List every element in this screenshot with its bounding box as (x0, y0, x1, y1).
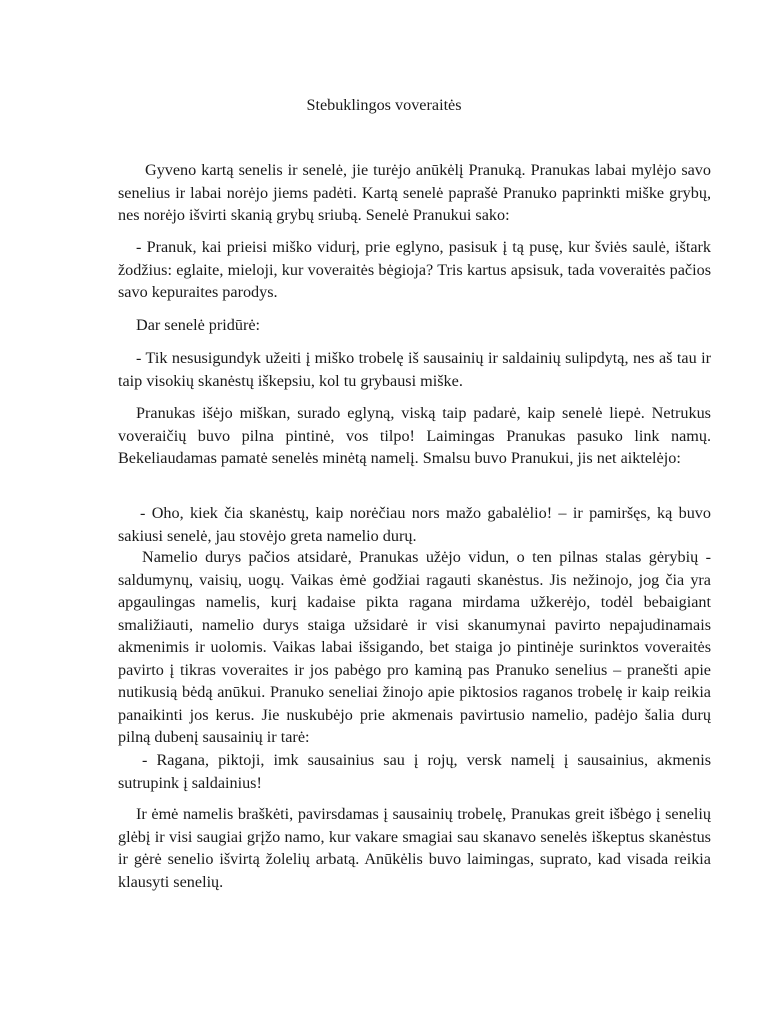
paragraph-1: Gyveno kartą senelis ir senelė, jie turėjo anūkėlį Pranuką. Pranukas labai mylėjo savo senelius ir labai norėjo jiems padėti. Kartą senelė paprašė Pranuko paprinkti miške grybų, nes norėjo išvirti skanią grybų sriubą. Senelė Pranukui sako: (118, 161, 711, 224)
paragraph-3: Dar senelė pridūrė: (136, 316, 261, 334)
paragraph-4-dialogue: - Tik nesusigundyk užeiti į miško trobelę iš sausainių ir saldainių sulipdytą, nes aš tau ir taip visokių skanėstų iškepsiu, kol tu grybausi miške. (118, 349, 711, 390)
paragraph-2-dialogue: - Pranuk, kai prieisi miško vidurį, prie eglyno, pasisuk į tą pusę, kur šviės saulė, ištark žodžius: eglaite, mieloji, kur voveraitės bėgioja? Tris kartus apsisuk, tada voveraitės pačios savo kepuraites parodys. (118, 238, 711, 301)
paragraph-7: Namelio durys pačios atsidarė, Pranukas užėjo vidun, o ten pilnas stalas gėrybių - saldumynų, vaisių, uogų. Vaikas ėmė godžiai ragauti skanėstus. Jis nežinojo, jog čia yra apgaulingas namelis, kurį kadaise pikta ragana mirdama užkerėjo, todėl bebaigiant smaližiauti, namelio durys staiga užsidarė ir visi skanumynai pavirto nepajudinamais akmenimis ir uolomis. Vaikas labai išsigando, bet staiga jo pintinėje surinktos voveraitės pavirto į tikras voveraites ir jos pabėgo pro kaminą pas Pranuko senelius – pranešti apie nutikusią bėdą anūkui. Pranuko seneliai žinojo apie piktosios raganos trobelę ir kaip reikia panaikinti jos kerus. Jie nuskubėjo prie akmenais pavirtusio namelio, padėjo šalia durų pilną dubenį sausainių ir tarė: (118, 548, 711, 746)
paragraph-8-dialogue: - Ragana, piktoji, imk sausainius sau į rojų, versk namelį į sausainius, akmenis sutrupink į saldainius! (118, 751, 711, 792)
document-title: Stebuklingos voveraitės (306, 96, 462, 114)
paragraph-6-dialogue: - Oho, kiek čia skanėstų, kaip norėčiau nors mažo gabalėlio! – ir pamiršęs, ką buvo sakiusi senelė, jau stovėjo greta namelio durų. (118, 504, 711, 545)
paragraph-5: Pranukas išėjo miškan, surado eglyną, viską taip padarė, kaip senelė liepė. Netrukus voveraičių buvo pilna pintinė, vos tilpo! Laimingas Pranukas pasuko link namų. Bekeliaudamas pamatė senelės minėtą namelį. Smalsu buvo Pranukui, jis net aiktelėjo: (118, 404, 711, 467)
paragraph-9: Ir ėmė namelis braškėti, pavirsdamas į sausainių trobelę, Pranukas greit išbėgo į senelių glėbį ir visi saugiai grįžo namo, kur vakare smagiai sau skanavo senelės iškeptus skanėstus ir gėrė senelio išvirtą žolelių arbatą. Anūkėlis buvo laimingas, suprato, kad visada reikia klausyti senelių. (118, 805, 711, 891)
